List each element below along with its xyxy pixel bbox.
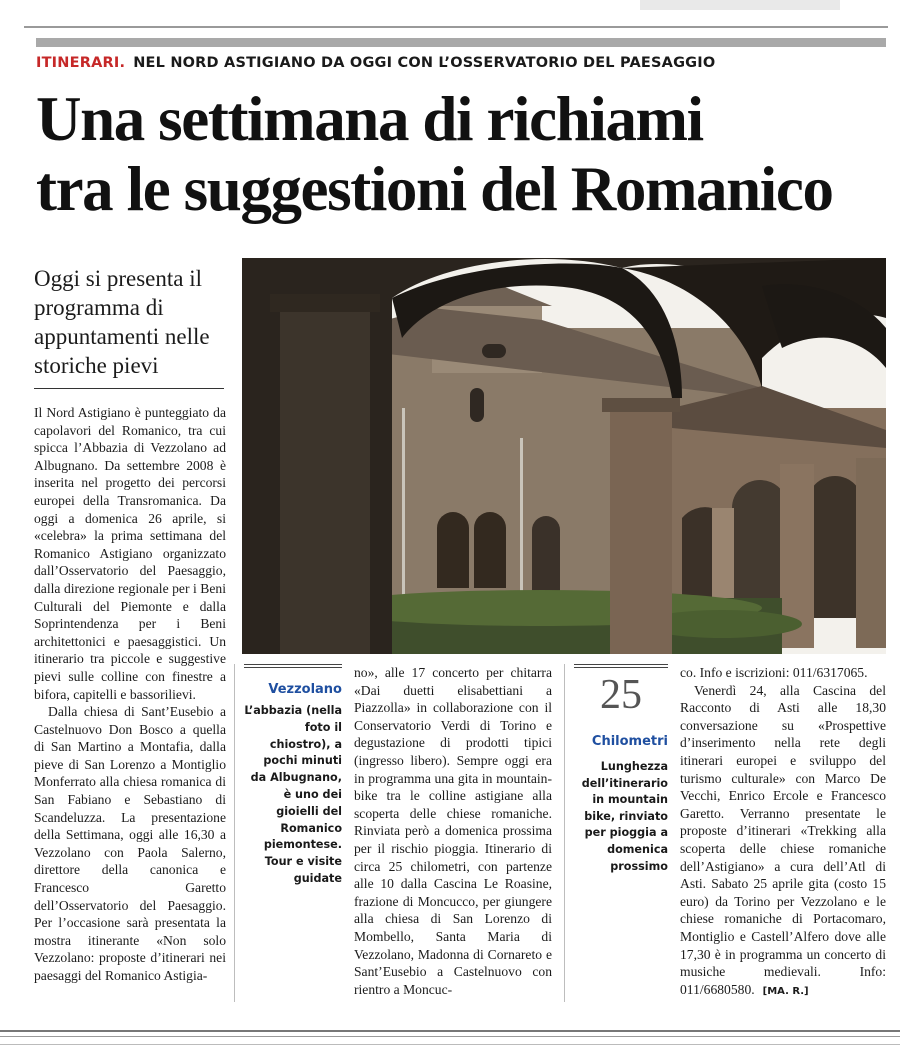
caption-label: Vezzolano xyxy=(268,682,342,697)
caption-rule xyxy=(244,664,342,668)
column-separator xyxy=(234,664,235,1002)
paragraph xyxy=(680,682,886,1001)
photo-caption xyxy=(244,664,342,888)
kicker-section: ITINERARI xyxy=(36,55,120,71)
kicker-text: NEL NORD ASTIGIANO DA OGGI CON L’OSSERVATORIO DEL PAESAGGIO xyxy=(133,55,716,71)
kicker xyxy=(36,55,715,71)
cloister-photo-image xyxy=(242,258,886,654)
paragraph: co. Info e iscrizioni: 011/6317065. xyxy=(680,665,868,680)
headline-line-1: Una settimana di richiami xyxy=(36,84,703,154)
article-column-1 xyxy=(34,404,226,1002)
deck-subheadline: Oggi si presenta il programma di appuntamenti nelle storiche pievi xyxy=(34,266,210,378)
top-border-rule xyxy=(24,26,888,28)
headline-line-2: tra le suggestioni del Romanico xyxy=(36,154,833,224)
byline: [MA. R.] xyxy=(762,985,809,997)
column-separator xyxy=(564,664,565,1002)
paragraph: Dalla chiesa di Sant’Eusebio a Castelnuovo Don Bosco a quella di San Martino a Montafia, dalla pieve di San Lorenzo a Montiglio Monferrato alla chiesa romanica di San Fabiano e Sebastiano di Scandeluzza. La presentazione della Settimana, oggi alle 16,30 a Vezzolano con Paola Salerno, direttore della canonica e Francesco Garetto dell’Osservatorio del Paesaggio. Per l’occasione sarà presentata la mostra itinerante «Non solo Vezzolano: proposte d’itinerari nei paesaggi del Romanico Astigia- xyxy=(34,704,226,983)
factbox-text: Lunghezza dell’itinerario in mountain bike, rinviato per pioggia a domenica prossimo xyxy=(581,760,668,873)
bottom-rule xyxy=(0,1036,900,1037)
article-column-5 xyxy=(680,664,886,1002)
article-column-3 xyxy=(354,664,552,1002)
deck-rule xyxy=(34,388,224,389)
paragraph: Il Nord Astigiano è punteggiato da capolavori del Romanico, tra cui spicca l’Abbazia di Vezzolano ad Albugnano. Da settembre 2008 è inserita nel progetto dei percorsi europei della Transromanica. Da oggi a domenica 26 aprile, si «celebra» la prima settimana del Romanico Astigiano organizzato dall’Osservatorio del Paesaggio, dalla direzione regionale per i Beni Culturali del Piemonte e dalla Soprintendenza per i Beni architettonici e paesaggistici. Un itinerario tra piccole e suggestive pievi sulle colline con finestre a bifora, capitelli e bassorilievi. xyxy=(34,405,226,702)
factbox-rule xyxy=(574,664,668,668)
bottom-rule xyxy=(0,1044,900,1045)
adjacent-page-fragment xyxy=(640,0,840,10)
headline xyxy=(36,84,896,224)
kicker-dot: . xyxy=(119,55,126,71)
caption-text: L’abbazia (nella foto il chiostro), a pochi minuti da Albugnano, è uno dei gioielli del Romanico piemontese. Tour e visite guidate xyxy=(244,704,342,885)
factbox-number: 25 xyxy=(600,672,642,718)
bottom-rule xyxy=(0,1030,900,1032)
factbox-sidebar xyxy=(574,664,668,875)
section-header-bar xyxy=(36,38,886,47)
paragraph-text: Venerdì 24, alla Cascina del Racconto di Asti alle 18,30 conversazione su «Prospettive d’inserimento nella rete degli itinerari europei e sviluppo del turismo culturale» con Marco De Vecchi, Enrico Ercole e Francesco Garetto. Verranno presentate le proposte d’itinerari «Trekking alla scoperta delle chiese romaniche dell’Astigiano» a cura dell’Atl di Asti. Sabato 25 aprile gita (costo 15 euro) da Torino per Vezzolano e le chiese romaniche di Portacomaro, Montiglio e Castell’Alfero dove alle 17,30 è in programma un concerto di musiche medievali. Info: 011/6680580. xyxy=(680,682,886,997)
paragraph: no», alle 17 concerto per chitarra «Dai duetti elisabettiani a Piazzolla» in collaborazione con il Conservatorio Verdi di Torino e degustazione di prodotti tipici (ingresso libero). Sempre oggi era in programma una gita in mountain-bike tra le colline astigiane alla scoperta delle chiese romaniche. Rinviata però a domenica prossima per il rischio pioggia. Itinerario di circa 25 chilometri, con partenze alle 10 dalla Cascina Le Roasine, frazione di Moncucco, per giungere alla chiesa di San Lorenzo di Mombello, Santa Maria di Vezzolano, Madonna di Cornareto e Sant’Eusebio a Castelnuovo con rientro a Moncuc- xyxy=(354,665,552,997)
cloister-photo xyxy=(242,258,886,654)
factbox-label: Chilometri xyxy=(591,734,668,749)
